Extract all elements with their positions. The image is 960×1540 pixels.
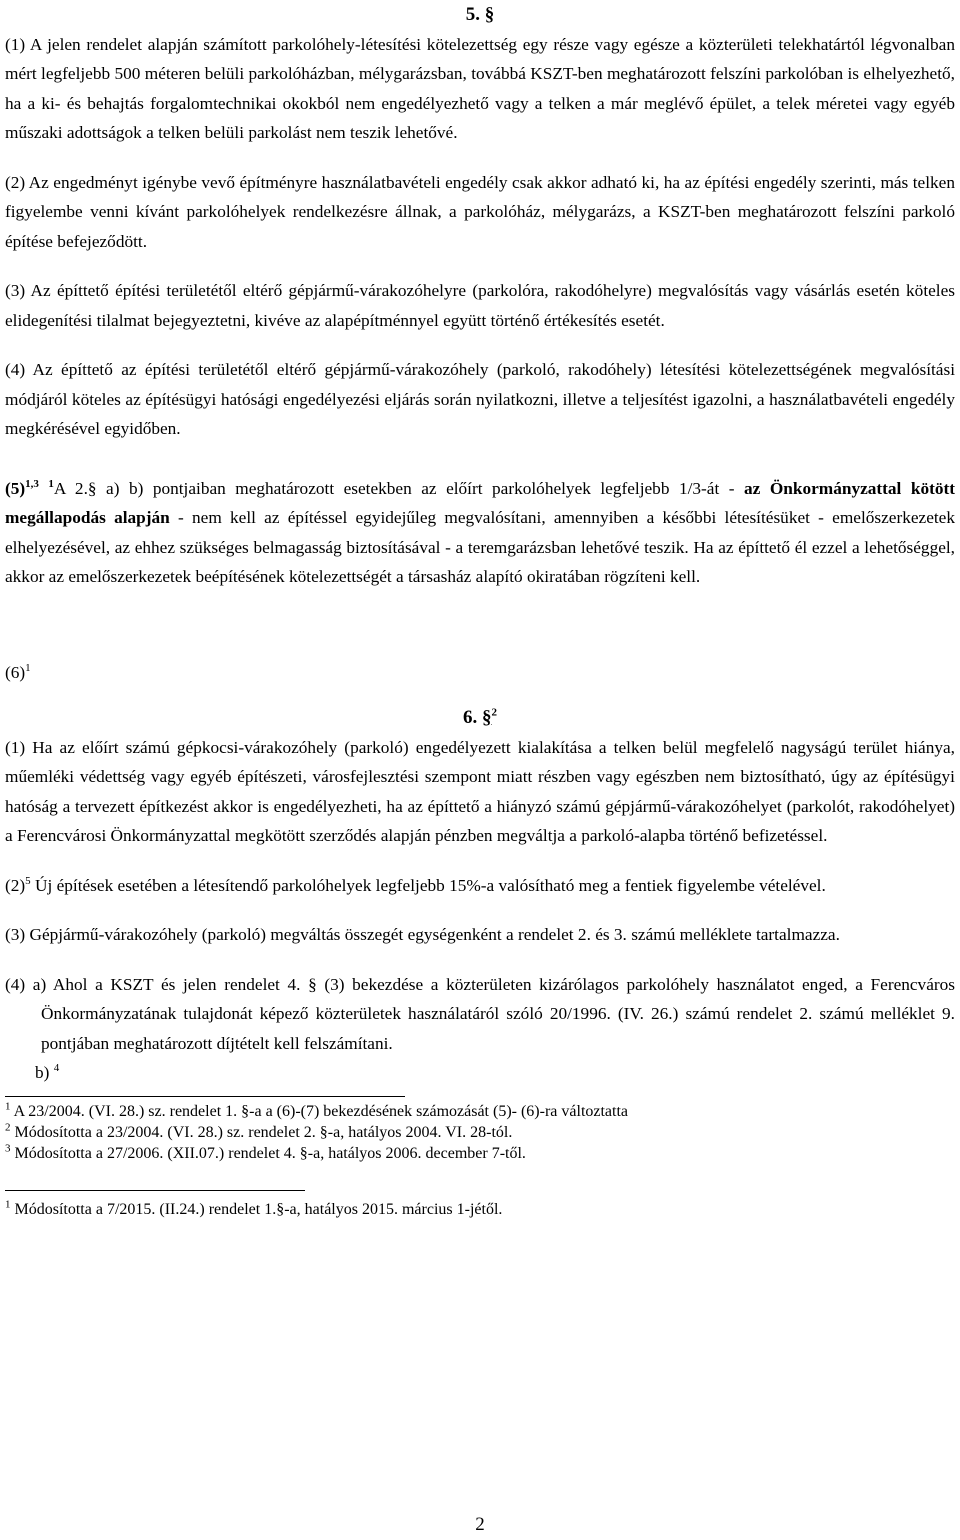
sec6-paragraph-2 (5, 871, 955, 901)
footnote-2-num: 2 (5, 1121, 11, 1134)
footnote-extra-text: Módosította a 7/2015. (II.24.) rendelet 1.§-a, hatályos 2015. március 1-jétől. (14, 1200, 503, 1218)
document-page (5, 0, 955, 1220)
section-6-number: 6. (463, 707, 478, 728)
footnote-separator-2 (5, 1190, 305, 1191)
footnote-extra-num: 1 (5, 1198, 11, 1211)
sec5-paragraph-1: (1) A jelen rendelet alapján számított parkolóhely-létesítési kötelezettség egy része vagy egésze a közterületi telekhatártól légvonalban mért legfeljebb 500 méteren belüli parkolóházban, mélygarázsban, továbbá KSZT-ben meghatározott felszíni parkolóban is elhelyezhető, ha a ki- és behajtás forgalomtechnikai okokból nem engedélyezhető vagy a telken a már meglévő épület, a telek méretei vagy egyéb műszaki adottságok a telken belüli parkolást nem teszik lehetővé. (5, 34, 955, 142)
sec5-paragraph-5 (5, 474, 955, 592)
p5-number: (5) (5, 478, 26, 498)
p5-section-sign: § (87, 478, 97, 498)
sec6-paragraph-3: (3) Gépjármű-várakozóhely (parkoló) megváltás összegét egységenként a rendelet 2. és 3. számú melléklete tartalmazza. (5, 925, 840, 944)
p5-text-1: a) b) pontjaiban meghatározott esetekben az előírt parkolóhelyek legfeljebb 1/3-át - (96, 478, 745, 498)
p5-footnote-ref: 1,3 (25, 477, 39, 490)
footnote-2-text: Módosította a 23/2004. (VI. 28.) sz. rendelet 2. §-a, hatályos 2004. VI. 28-tól. (14, 1123, 513, 1141)
p5-footnote-ref-2: 1 (48, 477, 54, 490)
footnote-3-text: Módosította a 27/2006. (XII.07.) rendelet 4. §-a, hatályos 2006. december 7-től. (14, 1144, 526, 1162)
footnote-3-num: 3 (5, 1142, 11, 1155)
section-5-heading-text: 5. § (465, 4, 495, 25)
p6-number: (6) (5, 662, 26, 682)
sec6-p4b-footnote-ref: 4 (53, 1062, 60, 1075)
sec5-paragraph-2: (2) Az engedményt igénybe vevő építményre használatbavételi engedély csak akkor adható ki, ha az építési engedély szerinti, más telken figyelembe venni kívánt parkolóhelyek rendelkezésre állnak, a parkolóház, mélygarázs, a KSZT-ben meghatározott felszíni parkoló építése befejeződött. (5, 172, 955, 251)
footnote-2 (5, 1122, 955, 1143)
footnote-1-num: 1 (5, 1100, 11, 1113)
section-6-heading (5, 703, 955, 733)
footnote-extra (5, 1199, 955, 1220)
sec6-paragraph-4: (4) a) Ahol a KSZT és jelen rendelet 4. § (3) bekezdése a közterületen kizárólagos parkolóhely használatot enged, a Ferencváros Önkormányzatának tulajdonát képező közterületek használatáról szóló 20/1996. (IV. 26.) számú rendelet 2. számú melléklet 9. pontjában meghatározott díjtételt kell felszámítani. (5, 974, 955, 1053)
section-6-footnote-ref: 2 (491, 706, 497, 719)
sec6-paragraph-4b (5, 1058, 955, 1088)
sec6-p4b-label: b) (35, 1063, 50, 1082)
page-number: 2 (475, 1514, 485, 1535)
footnote-1-text: A 23/2004. (VI. 28.) sz. rendelet 1. §-a a (6)-(7) bekezdésének számozását (5)- (6)-ra változtatta (13, 1102, 629, 1120)
sec5-paragraph-3: (3) Az építtető építési területétől eltérő gépjármű-várakozóhelyre (parkolóra, rakodóhelyre) megvalósítás vagy vásárlás esetén köteles elidegenítési tilalmat bejegyeztetni, kivéve az alapépítménnyel együtt történő értékesítés esetét. (5, 281, 955, 330)
p5-bold-text: az Önkormányzattal kötött megállapodás alapján (5, 478, 955, 527)
footnote-3 (5, 1143, 955, 1164)
section-6-sign: § (482, 707, 492, 728)
sec6-p2-footnote-ref: 5 (25, 874, 31, 887)
sec5-paragraph-4: (4) Az építtető az építési területétől eltérő gépjármű-várakozóhely (parkoló, rakodóhely) létesítési kötelezettségének megvalósítási módjáról köteles az építésügyi hatósági engedélyezési eljárás során nyilatkozni, illetve a teljesítést igazolni, a használatbavételi engedély megkérésével egyidőben. (5, 360, 955, 438)
footnote-1 (5, 1101, 955, 1122)
sec6-paragraph-1: (1) Ha az előírt számú gépkocsi-várakozóhely (parkoló) engedélyezett kialakítása a telken belül megfelelő nagyságú terület hiánya, műemléki védettség vagy egyéb építészeti, városfejlesztési szempont miatt részben vagy egészben nem biztosítható, úgy az építésügyi hatóság a tervezett építkezést akkor is engedélyezheti, ha az építtető a hiányzó számú gépjármű-várakozóhelyet (parkolót, rakodóhelyet) a Ferencvárosi Önkormányzattal megkötött szerződés alapján pénzben megváltja a parkoló-alapba történő befizetéssel. (5, 737, 955, 845)
sec6-p2-number: (2) (5, 875, 26, 895)
p5-text-2: - nem kell az építéssel egyidejűleg megvalósítani, amennyiben a későbbi létesítésüket - emelőszerkezetek elhelyezésével, az ehhez szükséges belmagasság biztosításával - a teremgarázsban lehetővé teszik. Ha az építtető él ezzel a lehetőséggel, akkor az emelőszerkezetek beépítésének kötelezettségét a társasház alapító okiratában rögzíteni kell. (5, 508, 955, 586)
p6-footnote-ref: 1 (25, 661, 31, 674)
sec5-paragraph-6 (5, 658, 955, 688)
sec6-p2-text: Új építések esetében a létesítendő parkolóhelyek legfeljebb 15%-a valósítható meg a fentiek figyelembe vételével. (34, 875, 826, 895)
section-5-heading (5, 0, 955, 30)
p5-reference: A 2. (53, 478, 88, 498)
footnote-separator (5, 1096, 405, 1097)
